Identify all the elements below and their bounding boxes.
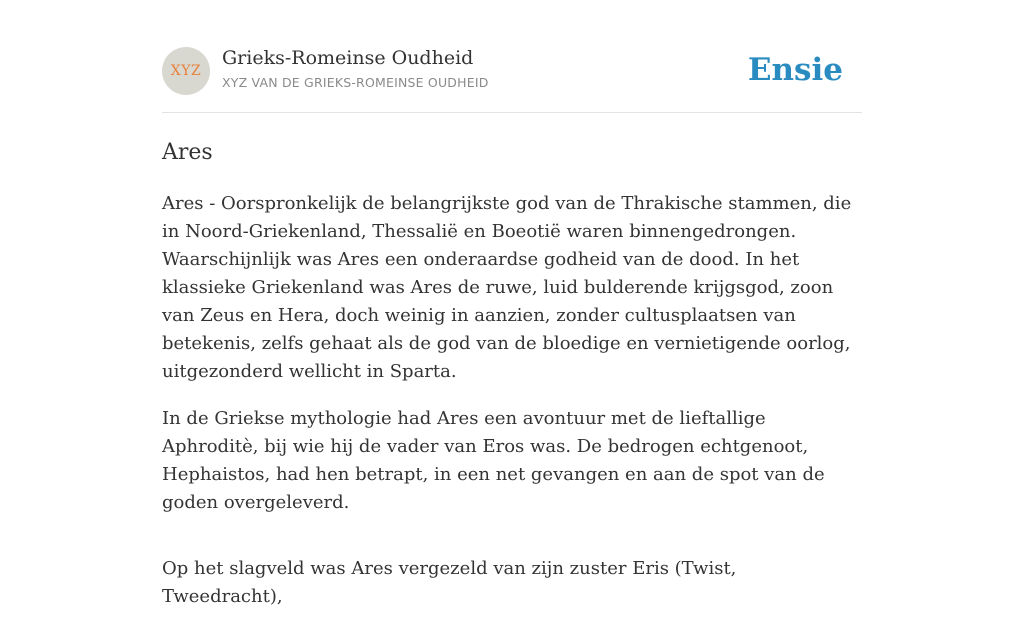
- source-header: [162, 0, 862, 113]
- article-paragraph: Op het slagveld was Ares vergezeld van zijn zuster Eris (Twist, Tweedracht),: [162, 558, 737, 607]
- article-paragraph: Ares - Oorspronkelijk de belangrijkste god van de Thrakische stammen, die in Noord-Griekenland, Thessalië en Boeotië waren binnengedrongen. Waarschijnlijk was Ares een onderaardse godheid van de dood. In het klassieke Griekenland was Ares de ruwe, luid bulderende krijgsgod, zoon van Zeus en Hera, doch weinig in aanzien, zonder cultusplaatsen van betekenis, zelfs gehaat als de god van de bloedige en vernietigende oorlog, uitgezonderd wellicht in Sparta.: [162, 193, 852, 382]
- ensie-logo[interactable]: Ensie: [747, 52, 843, 88]
- source-avatar[interactable]: XYZ: [162, 47, 210, 95]
- page-container: [162, 0, 862, 607]
- article-paragraph: In de Griekse mythologie had Ares een avontuur met de lieftallige Aphroditè, bij wie hij de vader van Eros was. De bedrogen echtgenoot, Hephaistos, had hen betrapt, in een net gevangen en aan de spot van de goden overgeleverd.: [162, 408, 825, 513]
- source-title-link[interactable]: Grieks-Romeinse Oudheid: [222, 47, 474, 69]
- article-body: [162, 190, 862, 630]
- article-title: Ares: [162, 140, 213, 165]
- source-subtitle: XYZ VAN DE GRIEKS-ROMEINSE OUDHEID: [222, 75, 489, 90]
